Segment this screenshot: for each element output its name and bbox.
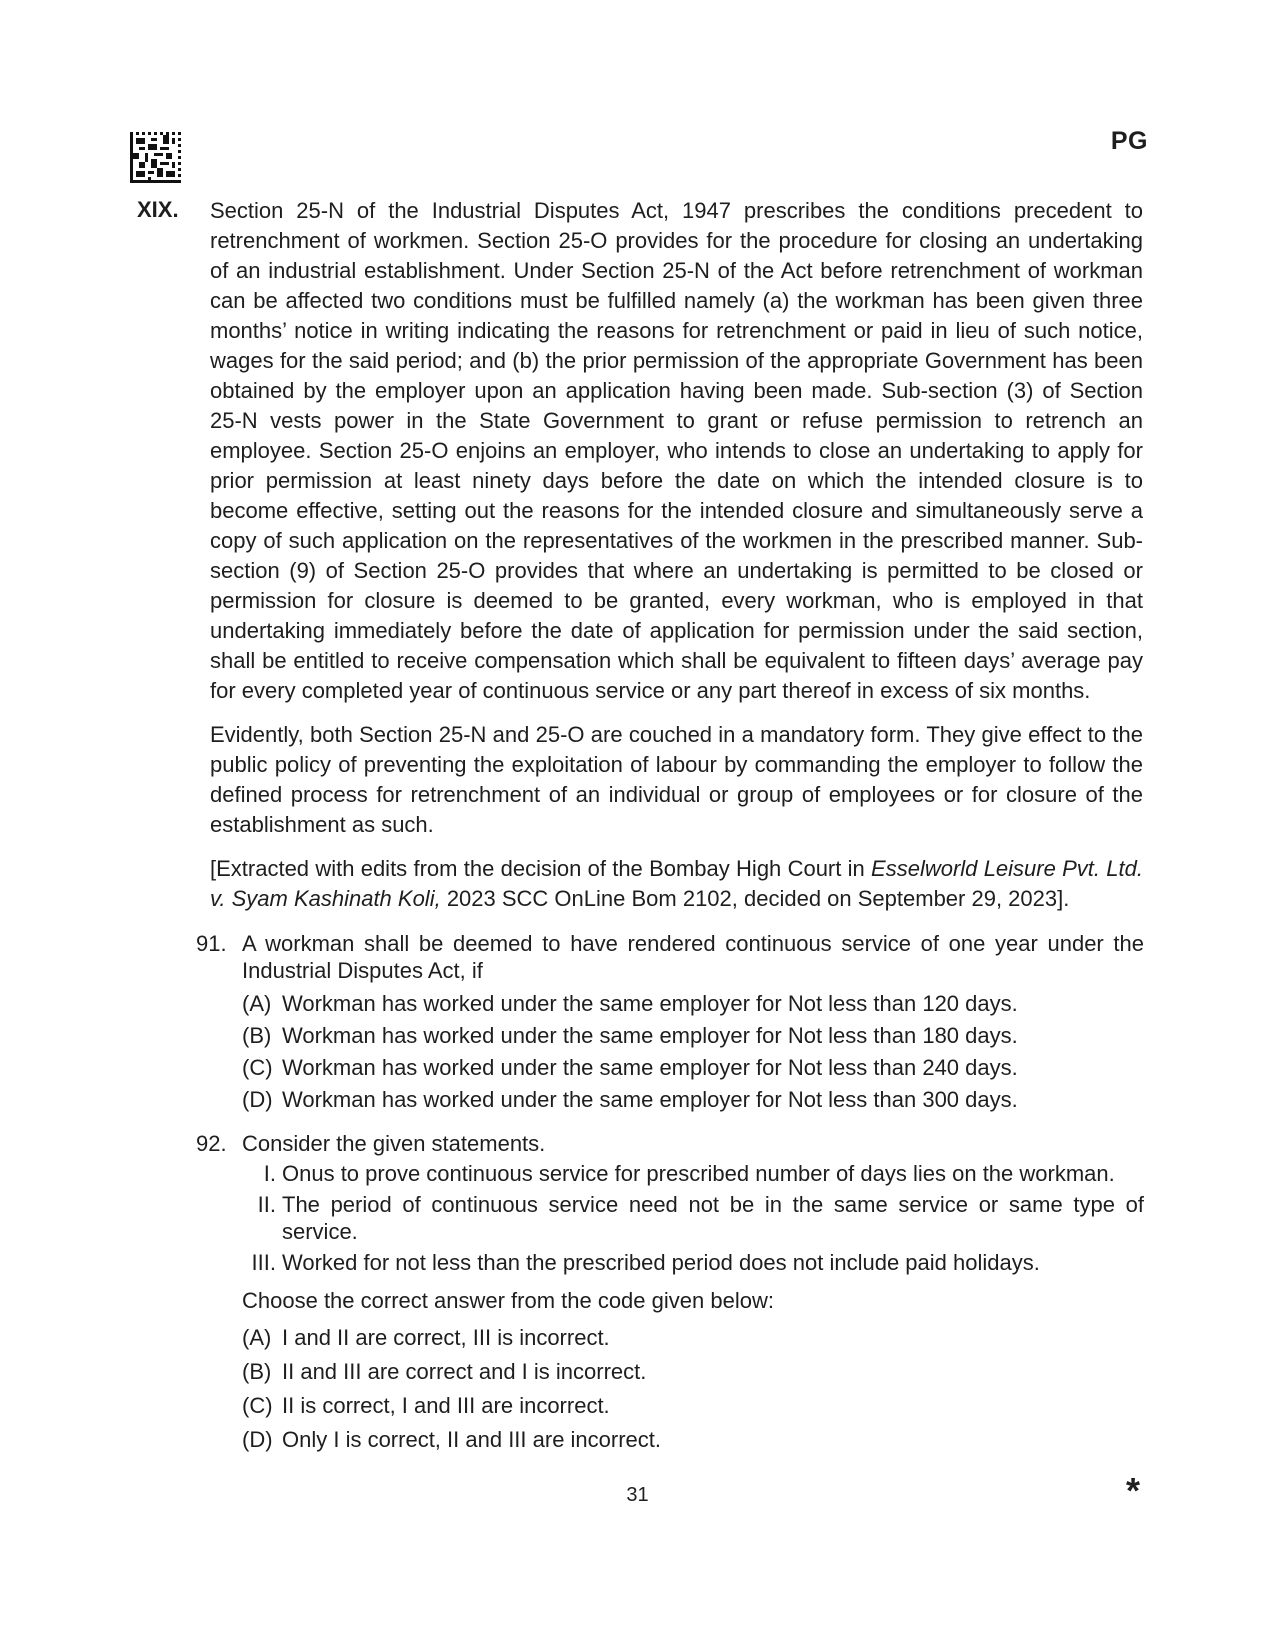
statement-iii [242, 1249, 1144, 1276]
option-label: (B) [242, 1023, 272, 1048]
citation-prefix: [Extracted with edits from the decision of the Bombay High Court in [210, 856, 872, 881]
option-c[interactable] [242, 1052, 1144, 1084]
datamatrix-code [130, 132, 181, 183]
option-list [242, 1321, 1144, 1457]
option-text: Workman has worked under the same employer for Not less than 240 days. [282, 1055, 1018, 1080]
statement-label: II. [257, 1192, 276, 1217]
questions [196, 930, 1144, 1457]
statement-label: I. [263, 1161, 276, 1186]
statement-ii [242, 1191, 1144, 1245]
question-stem: Consider the given statements. [242, 1131, 546, 1156]
question-number: 92. [196, 1131, 227, 1156]
statement-text: Onus to prove continuous service for prescribed number of days lies on the workman. [282, 1161, 1115, 1186]
statement-text: The period of continuous service need not be in the same service or same type of service. [282, 1192, 1144, 1244]
option-text: II and III are correct and I is incorrect. [282, 1359, 647, 1384]
passage [210, 196, 1143, 928]
option-label: (C) [242, 1393, 273, 1418]
option-c[interactable] [242, 1389, 1144, 1423]
option-b[interactable] [242, 1020, 1144, 1052]
option-a[interactable] [242, 1321, 1144, 1355]
paper-code: PG [1110, 127, 1148, 155]
statement-text: Worked for not less than the prescribed period does not include paid holidays. [282, 1250, 1040, 1275]
statement-list [242, 1160, 1144, 1276]
passage-citation [210, 854, 1143, 914]
option-text: II is correct, I and III are incorrect. [282, 1393, 610, 1418]
option-label: (C) [242, 1055, 273, 1080]
option-a[interactable] [242, 988, 1144, 1020]
option-b[interactable] [242, 1355, 1144, 1389]
question-91 [196, 930, 1144, 1116]
passage-paragraph: Section 25-N of the Industrial Disputes Act, 1947 prescribes the conditions precedent to retrenchment of workmen. Section 25-O provides for the procedure for closing an undertaking of an industrial establishment. Under Section 25-N of the Act before retrenchment of workman can be affected two conditions must be fulfilled namely (a) the workman has been given three months’ notice in writing indicating the reasons for retrenchment or paid in lieu of such notice, wages for the said period; and (b) the prior permission of the appropriate Government has been obtained by the employer upon an application having been made. Sub-section (3) of Section 25-N vests power in the State Government to grant or refuse permission to retrench an employee. Section 25-O enjoins an employer, who intends to close an undertaking to apply for prior permission at least ninety days before the date on which the intended closure is to become effective, setting out the reasons for the intended closure and simultaneously serve a copy of such application on the representatives of the workmen in the prescribed manner. Sub-section (9) of Section 25-O provides that where an undertaking is permitted to be closed or permission for closure is deemed to be granted, every workman, who is employed in that undertaking immediately before the date of application for permission under the said section, shall be entitled to receive compensation which shall be equivalent to fifteen days’ average pay for every completed year of continuous service or any part thereof in excess of six months. [210, 198, 1143, 703]
option-text: Only I is correct, II and III are incorrect. [282, 1427, 662, 1452]
page-number: 31 [626, 1484, 649, 1506]
option-label: (B) [242, 1359, 272, 1384]
question-number: 91. [196, 931, 227, 956]
option-text: Workman has worked under the same employer for Not less than 180 days. [282, 1023, 1018, 1048]
option-label: (D) [242, 1087, 273, 1112]
option-text: Workman has worked under the same employer for Not less than 300 days. [282, 1087, 1018, 1112]
passage-paragraph: Evidently, both Section 25-N and 25-O are couched in a mandatory form. They give effect to the public policy of preventing the exploitation of labour by commanding the employer to follow the defined process for retrenchment of an individual or group of employees or for closure of the establishment as such. [210, 722, 1143, 837]
statement-label: III. [251, 1250, 276, 1275]
option-text: Workman has worked under the same employer for Not less than 120 days. [282, 991, 1018, 1016]
option-label: (A) [242, 991, 272, 1016]
question-92 [196, 1130, 1144, 1457]
citation-suffix: 2023 SCC OnLine Bom 2102, decided on September 29, 2023]. [440, 886, 1070, 911]
option-list [242, 988, 1144, 1116]
question-stem: A workman shall be deemed to have rendered continuous service of one year under the Industrial Disputes Act, if [242, 931, 1144, 983]
citation-case-name: Esselworld Leisure Pvt. Ltd. v. Syam Kashinath Koli, [210, 856, 1143, 911]
option-text: I and II are correct, III is incorrect. [282, 1325, 610, 1350]
option-d[interactable] [242, 1084, 1144, 1116]
option-d[interactable] [242, 1423, 1144, 1457]
statement-i [242, 1160, 1144, 1187]
option-label: (A) [242, 1325, 272, 1350]
option-label: (D) [242, 1427, 273, 1452]
question-instruction: Choose the correct answer from the code given below: [242, 1288, 774, 1313]
footer-star-mark: * [1126, 1470, 1141, 1511]
passage-number: XIX. [137, 197, 179, 222]
